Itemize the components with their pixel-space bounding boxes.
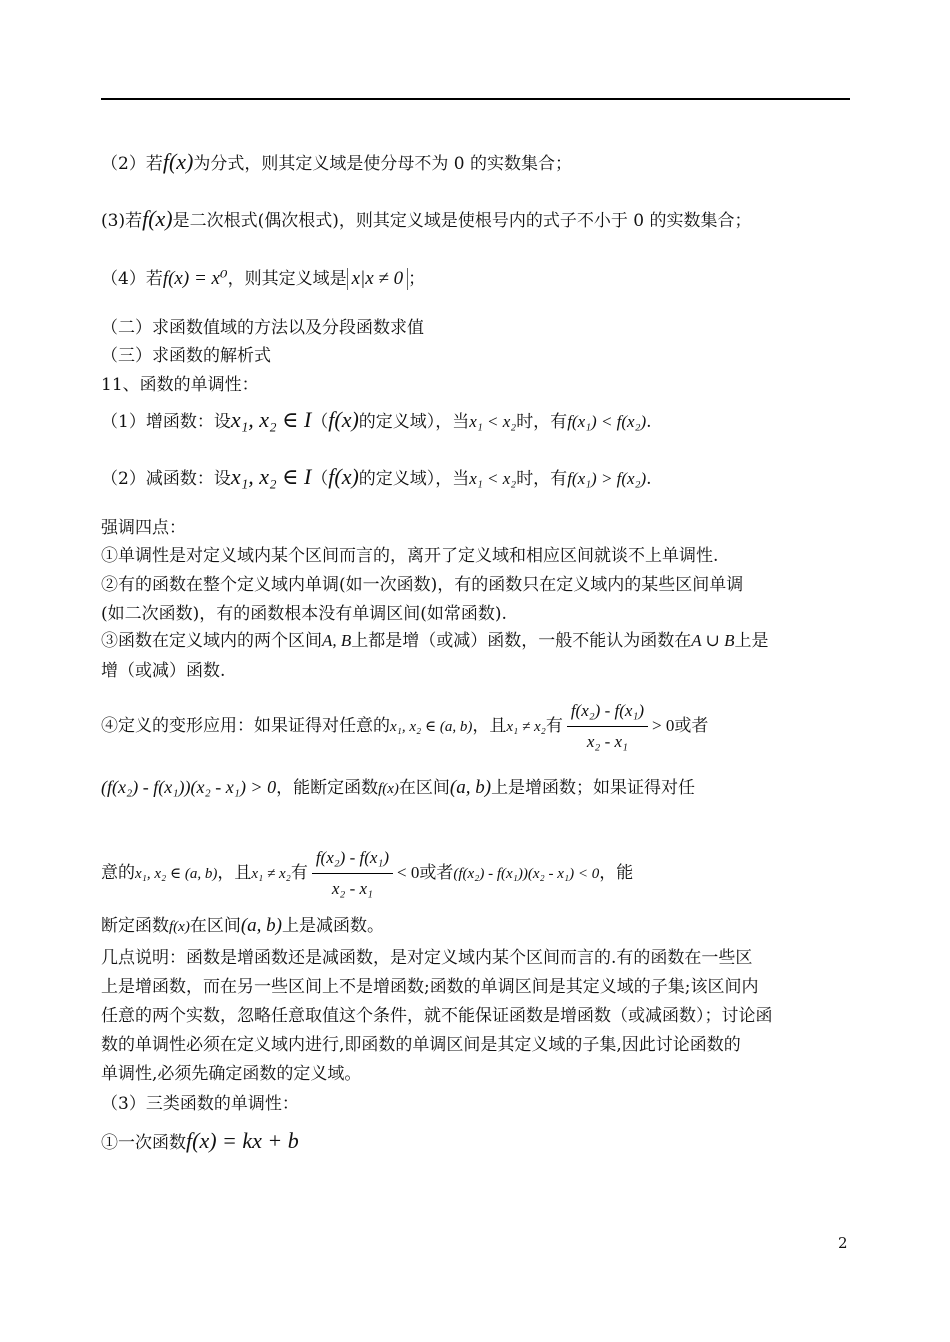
- text: 数的单调性必须在定义域内进行,即函数的单调区间是其定义域的子集,因此讨论函数的: [101, 1035, 741, 1055]
- text: 或者: [419, 863, 454, 883]
- text: （4）若: [101, 269, 163, 289]
- text: 为分式，则其定义域是使分母不为 0 的实数集合；: [193, 154, 572, 174]
- line-point-3-cont: [101, 660, 856, 682]
- line-point-4-decreasing: [101, 845, 856, 902]
- line-notes-1: [101, 947, 856, 969]
- text: （1）增函数：设: [101, 412, 231, 432]
- math-fx: f(x): [162, 149, 194, 174]
- text: 上是减函数。: [281, 916, 384, 936]
- line-fraction-domain: [101, 151, 856, 175]
- header-rule: [101, 98, 850, 100]
- text: ；: [408, 269, 426, 289]
- math-fraction: [567, 698, 648, 755]
- text: 任意的两个实数，忽略任意取值这个条件，就不能保证函数是增函数（或减函数）；讨论函: [101, 1006, 773, 1026]
- line-point-4: [101, 698, 856, 755]
- text: 有: [290, 863, 308, 883]
- text: ④定义的变形应用：如果证得对任意的: [101, 716, 390, 736]
- line-point-3: [101, 630, 856, 652]
- math-ineq: x₁ < x₂: [469, 469, 517, 488]
- line-notes-5: [101, 1063, 856, 1085]
- line-power-zero-domain: [101, 268, 856, 290]
- math-ineq: x₁ < x₂: [469, 412, 517, 431]
- line-section-expression: [101, 345, 856, 367]
- line-radical-domain: [101, 208, 856, 232]
- line-decreasing-def: [101, 466, 856, 490]
- line-point-2-cont: [101, 603, 856, 625]
- math-product: (f(x₂) - f(x₁))(x₂ - x₁) < 0: [453, 866, 600, 882]
- line-four-points: [101, 517, 856, 539]
- line-notes-2: [101, 976, 856, 998]
- text: 有: [545, 716, 563, 736]
- text: （: [311, 469, 329, 489]
- math-ab: A, B: [322, 631, 352, 650]
- text: 是二次根式(偶次根式)，则其定义域是使根号内的式子不小于 0 的实数集合；: [172, 211, 752, 231]
- math-fx: f(x): [328, 407, 359, 432]
- text: (3)若: [101, 211, 143, 231]
- text: 断定函数: [101, 916, 169, 936]
- line-point-4-conclusion: [101, 915, 856, 938]
- line-point-1: [101, 545, 856, 567]
- page-number: 2: [838, 1234, 848, 1252]
- text: 单调性,必须先确定函数的定义域。: [101, 1064, 362, 1084]
- text: ，则其定义域是: [227, 269, 347, 289]
- math-ineq: f(x₁) < f(x₂): [567, 412, 647, 431]
- text: 时，有: [516, 469, 568, 489]
- math-interval: (a, b): [449, 777, 492, 798]
- text: 上是: [734, 631, 769, 651]
- text: 增（或减）函数.: [101, 661, 226, 681]
- math-linear: f(x) = kx + b: [186, 1128, 299, 1153]
- math-fx-power: f(x) = x⁰: [162, 268, 228, 289]
- text: ，能: [599, 863, 634, 883]
- text: ②有的函数在整个定义域内单调(如一次函数)，有的函数只在定义域内的某些区间单调: [101, 575, 744, 595]
- math-interval: (a, b): [240, 915, 282, 936]
- math-neq: x₁ ≠ x₂: [251, 866, 291, 882]
- math-fx: f(x): [169, 919, 190, 935]
- text: .: [646, 469, 652, 489]
- math-fx: f(x): [378, 781, 399, 797]
- math-ineq: f(x₁) > f(x₂): [567, 469, 647, 488]
- text: ①单调性是对定义域内某个区间而言的，离开了定义域和相应区间就谈不上单调性.: [101, 546, 719, 566]
- fraction-denominator: x₂ - x₁: [586, 732, 628, 751]
- text: （2）若: [101, 154, 163, 174]
- math-x1x2-interval: x₁, x₂ ∈ (a, b): [135, 866, 218, 882]
- line-linear-function: [101, 1130, 856, 1154]
- line-three-types: [101, 1093, 856, 1115]
- text: .: [646, 412, 652, 432]
- line-section-range: [101, 317, 856, 339]
- text: 意的: [101, 863, 135, 883]
- text: （2）减函数：设: [101, 469, 231, 489]
- math-lt-zero: < 0: [397, 863, 420, 882]
- text: (如二次函数)，有的函数根本没有单调区间(如常函数).: [101, 604, 507, 624]
- text: ，且: [472, 716, 507, 736]
- math-fraction: [312, 845, 393, 902]
- text: 上是增函数；如果证得对任: [491, 778, 696, 798]
- math-x1x2-interval: x₁, x₂ ∈ (a, b): [390, 719, 473, 735]
- text: 时，有: [516, 412, 568, 432]
- text: （三）求函数的解析式: [101, 346, 271, 366]
- text: （3）三类函数的单调性：: [101, 1094, 299, 1114]
- line-point-2: [101, 574, 856, 596]
- text: 在区间: [398, 778, 450, 798]
- line-notes-4: [101, 1034, 856, 1056]
- fraction-numerator: f(x₂) - f(x₁): [567, 698, 648, 727]
- math-union: A ∪ B: [691, 631, 735, 650]
- math-fx: f(x): [328, 464, 359, 489]
- text: 上都是增（或减）函数，一般不能认为函数在: [351, 631, 692, 651]
- text: 在区间: [189, 916, 241, 936]
- text: 的定义域），当: [358, 412, 470, 432]
- line-point-4-cont: [101, 776, 856, 800]
- text: 强调四点：: [101, 518, 186, 538]
- text: （: [311, 412, 329, 432]
- text: 或者: [674, 716, 709, 736]
- line-increasing-def: [101, 409, 856, 433]
- math-fx: f(x): [142, 206, 173, 231]
- line-heading-monotonic: [101, 374, 856, 396]
- math-neq: x₁ ≠ x₂: [506, 719, 546, 735]
- text: ，能断定函数: [276, 778, 379, 798]
- fraction-denominator: x₂ - x₁: [331, 879, 373, 898]
- math-gt-zero: > 0: [652, 716, 675, 735]
- text: （二）求函数值域的方法以及分段函数求值: [101, 318, 424, 338]
- text: 11、函数的单调性：: [101, 375, 259, 395]
- math-set: x|x ≠ 0: [347, 268, 409, 290]
- math-x1x2: x₁, x₂ ∈ I: [230, 407, 312, 432]
- line-notes-3: [101, 1005, 856, 1027]
- text: 几点说明：函数是增函数还是减函数，是对定义域内某个区间而言的.有的函数在一些区: [101, 948, 753, 968]
- text: 上是增函数，而在另一些区间上不是增函数;函数的单调区间是其定义域的子集;该区间内: [101, 977, 759, 997]
- text: ③函数在定义域内的两个区间: [101, 631, 322, 651]
- text: 的定义域），当: [358, 469, 470, 489]
- fraction-numerator: f(x₂) - f(x₁): [312, 845, 393, 874]
- text: ，且: [217, 863, 252, 883]
- text: ①一次函数: [101, 1133, 186, 1153]
- math-x1x2: x₁, x₂ ∈ I: [230, 464, 312, 489]
- math-product: (f(x₂) - f(x₁))(x₂ - x₁) > 0: [101, 777, 277, 797]
